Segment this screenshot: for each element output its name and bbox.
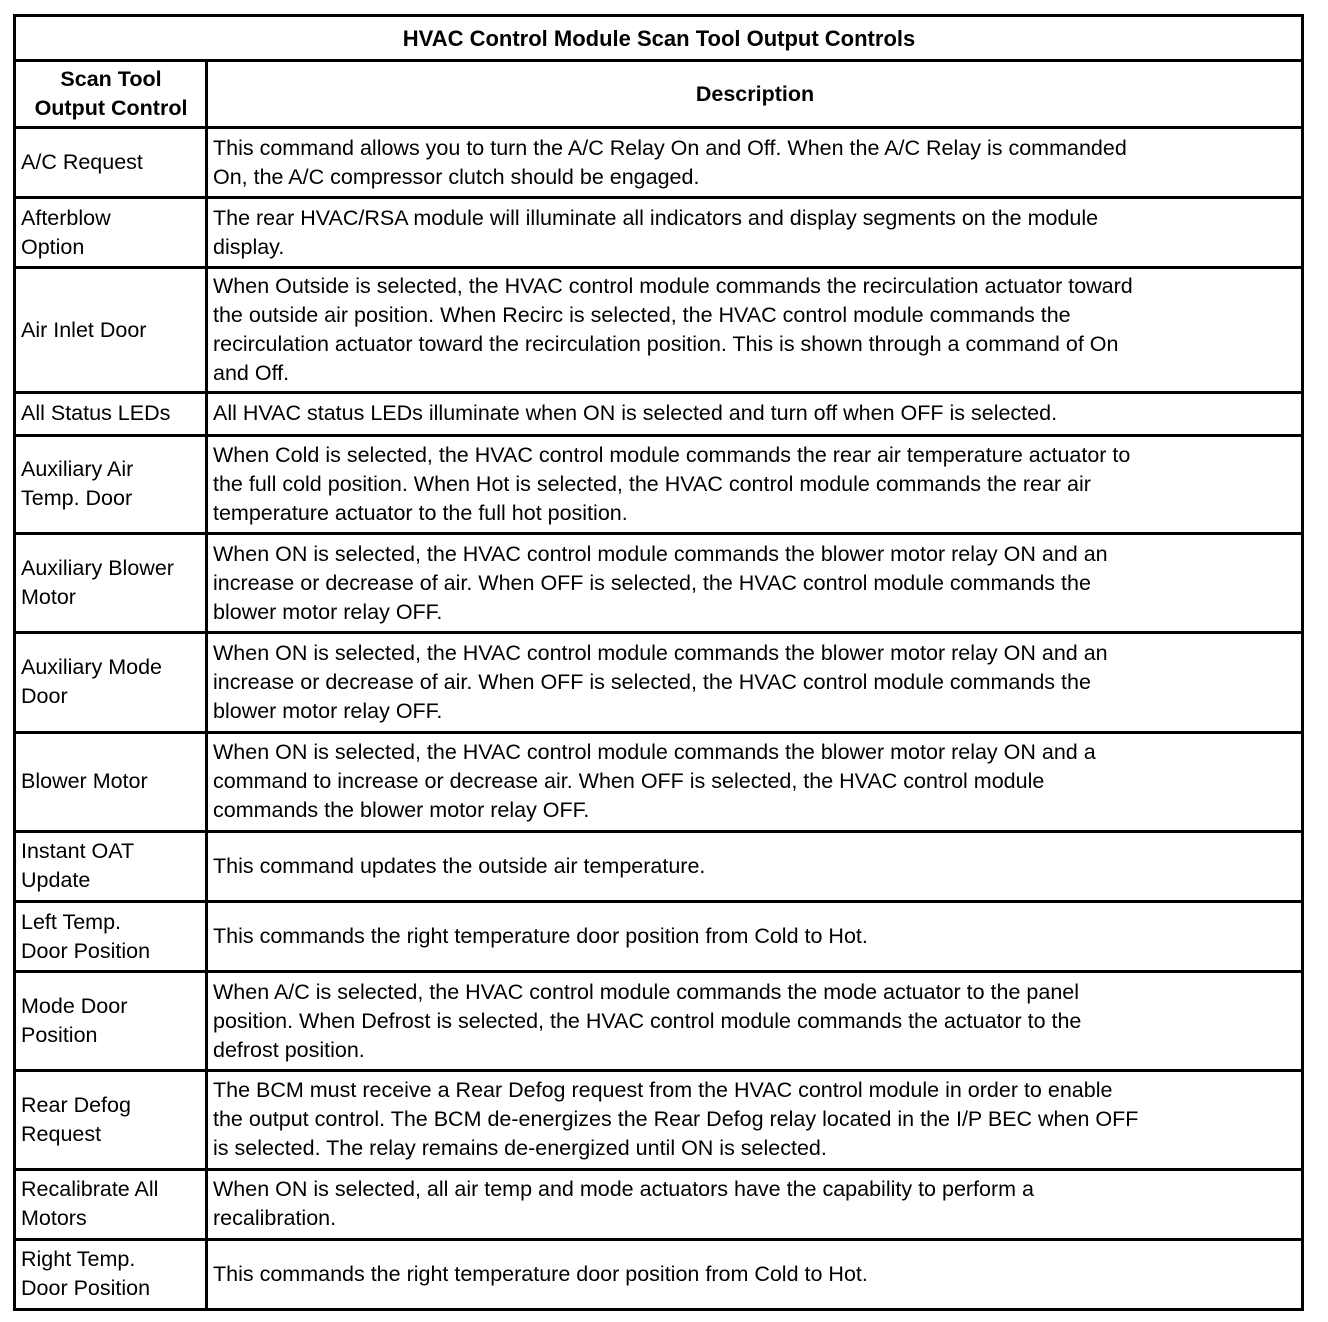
description-cell (207, 972, 1303, 1071)
description-text: commands the blower motor relay OFF. (213, 798, 590, 823)
output-control-text: Option (21, 234, 85, 259)
description-text: When ON is selected, the HVAC control module commands the blower motor relay ON and a (213, 740, 1096, 765)
description-text: the output control. The BCM de-energizes the Rear Defog relay located in the I/P BEC when OFF (213, 1107, 1139, 1132)
output-control-text: Door Position (21, 1276, 151, 1301)
description-text: When Cold is selected, the HVAC control module commands the rear air temperature actuator to (213, 442, 1131, 467)
output-control-cell (15, 1071, 207, 1169)
output-control-text: Door (21, 684, 68, 709)
description-text: increase or decrease of air. When OFF is selected, the HVAC control module commands the (213, 570, 1091, 595)
output-control-text: Request (21, 1121, 102, 1146)
description-text: the full cold position. When Hot is selected, the HVAC control module commands the rear air (213, 471, 1091, 496)
output-control-text: Blower Motor (21, 769, 148, 794)
table-row (15, 268, 1303, 392)
description-text: This command updates the outside air temperature. (213, 853, 706, 878)
output-control-cell (15, 268, 207, 392)
description-text: is selected. The relay remains de-energized until ON is selected. (213, 1136, 827, 1161)
table-row (15, 972, 1303, 1071)
output-control-cell (15, 1169, 207, 1239)
output-control-text: Auxiliary Mode (21, 655, 162, 680)
description-text: recirculation actuator toward the recirculation position. This is shown through a command of On (213, 332, 1119, 356)
description-text: When ON is selected, the HVAC control module commands the blower motor relay ON and an (213, 640, 1108, 665)
output-control-text: Air Inlet Door (21, 317, 147, 342)
description-text: temperature actuator to the full hot position. (213, 500, 628, 525)
description-text: command to increase or decrease air. When OFF is selected, the HVAC control module (213, 769, 1045, 794)
table-title-row (15, 16, 1303, 61)
description-text: When Outside is selected, the HVAC control module commands the recirculation actuator toward (213, 274, 1133, 298)
output-control-text: Position (21, 1023, 98, 1048)
output-controls-table (13, 14, 1304, 1311)
output-control-text: Rear Defog (21, 1092, 131, 1117)
output-control-text: Recalibrate All (21, 1177, 159, 1202)
output-control-cell (15, 901, 207, 971)
description-text: display. (213, 234, 285, 259)
output-controls-table-container (13, 14, 1301, 1311)
description-text: blower motor relay OFF. (213, 698, 443, 723)
table-row (15, 1169, 1303, 1239)
description-text: This command allows you to turn the A/C Relay On and Off. When the A/C Relay is commanded (213, 135, 1127, 160)
output-control-text: Motor (21, 585, 76, 610)
description-text: and Off. (213, 361, 290, 385)
description-cell (207, 435, 1303, 533)
description-text: When ON is selected, the HVAC control module commands the blower motor relay ON and an (213, 541, 1108, 566)
output-control-text: Motors (21, 1206, 87, 1231)
output-control-cell (15, 1239, 207, 1309)
column-header-output-control-line-2: Output Control (34, 96, 188, 120)
description-cell (207, 1239, 1303, 1309)
description-text: the outside air position. When Recirc is selected, the HVAC control module commands the (213, 303, 1071, 327)
output-control-text: Door Position (21, 938, 151, 963)
description-text: increase or decrease of air. When OFF is selected, the HVAC control module commands the (213, 669, 1091, 694)
description-text: The BCM must receive a Rear Defog request from the HVAC control module in order to enable (213, 1078, 1113, 1103)
output-control-text: Afterblow (21, 205, 111, 230)
output-control-cell (15, 534, 207, 633)
description-cell (207, 732, 1303, 831)
output-control-cell (15, 128, 207, 198)
output-control-text: Temp. Door (21, 486, 133, 511)
output-control-text: Right Temp. (21, 1247, 136, 1272)
description-text: This commands the right temperature door position from Cold to Hot. (213, 1261, 868, 1286)
description-text: When ON is selected, all air temp and mode actuators have the capability to perform a (213, 1177, 1034, 1202)
description-text: defrost position. (213, 1037, 365, 1062)
output-control-text: Instant OAT (21, 839, 135, 864)
table-row (15, 435, 1303, 533)
output-control-text: Mode Door (21, 994, 128, 1019)
output-control-cell (15, 435, 207, 533)
table-row (15, 831, 1303, 901)
column-header-output-control-line-1: Scan Tool (60, 67, 162, 91)
table-row (15, 534, 1303, 633)
description-cell (207, 534, 1303, 633)
description-cell (207, 198, 1303, 268)
output-control-cell (15, 198, 207, 268)
table-row (15, 1239, 1303, 1309)
description-cell (207, 633, 1303, 732)
description-text: When A/C is selected, the HVAC control module commands the mode actuator to the panel (213, 979, 1080, 1004)
table-row (15, 901, 1303, 971)
table-row (15, 1071, 1303, 1169)
output-control-cell (15, 831, 207, 901)
output-control-text: Update (21, 868, 91, 893)
description-text: The rear HVAC/RSA module will illuminate all indicators and display segments on the module (213, 205, 1099, 230)
output-control-text: A/C Request (21, 150, 143, 175)
output-control-text: All Status LEDs (21, 401, 171, 426)
table-row (15, 732, 1303, 831)
description-text: recalibration. (213, 1206, 337, 1231)
description-cell (207, 1169, 1303, 1239)
description-text: blower motor relay OFF. (213, 599, 443, 624)
table-row (15, 198, 1303, 268)
column-header-description: Description (207, 61, 1303, 128)
description-cell (207, 268, 1303, 392)
description-text: All HVAC status LEDs illuminate when ON is selected and turn off when OFF is selected. (213, 401, 1058, 426)
table-title: HVAC Control Module Scan Tool Output Controls (15, 16, 1303, 61)
description-text: position. When Defrost is selected, the HVAC control module commands the actuator to the (213, 1008, 1082, 1033)
table-row (15, 128, 1303, 198)
description-text: This commands the right temperature door position from Cold to Hot. (213, 924, 868, 948)
output-control-text: Auxiliary Air (21, 457, 134, 482)
description-cell (207, 128, 1303, 198)
description-cell (207, 901, 1303, 971)
output-control-text: Left Temp. (21, 909, 121, 934)
output-control-cell (15, 392, 207, 435)
table-body (15, 128, 1303, 1310)
description-cell (207, 392, 1303, 435)
description-text: On, the A/C compressor clutch should be engaged. (213, 164, 700, 189)
output-control-text: Auxiliary Blower (21, 556, 174, 581)
output-control-cell (15, 732, 207, 831)
output-control-cell (15, 972, 207, 1071)
table-row (15, 633, 1303, 732)
output-control-cell (15, 633, 207, 732)
table-header-row (15, 61, 1303, 128)
description-cell (207, 831, 1303, 901)
description-cell (207, 1071, 1303, 1169)
column-header-output-control (15, 61, 207, 128)
table-row (15, 392, 1303, 435)
